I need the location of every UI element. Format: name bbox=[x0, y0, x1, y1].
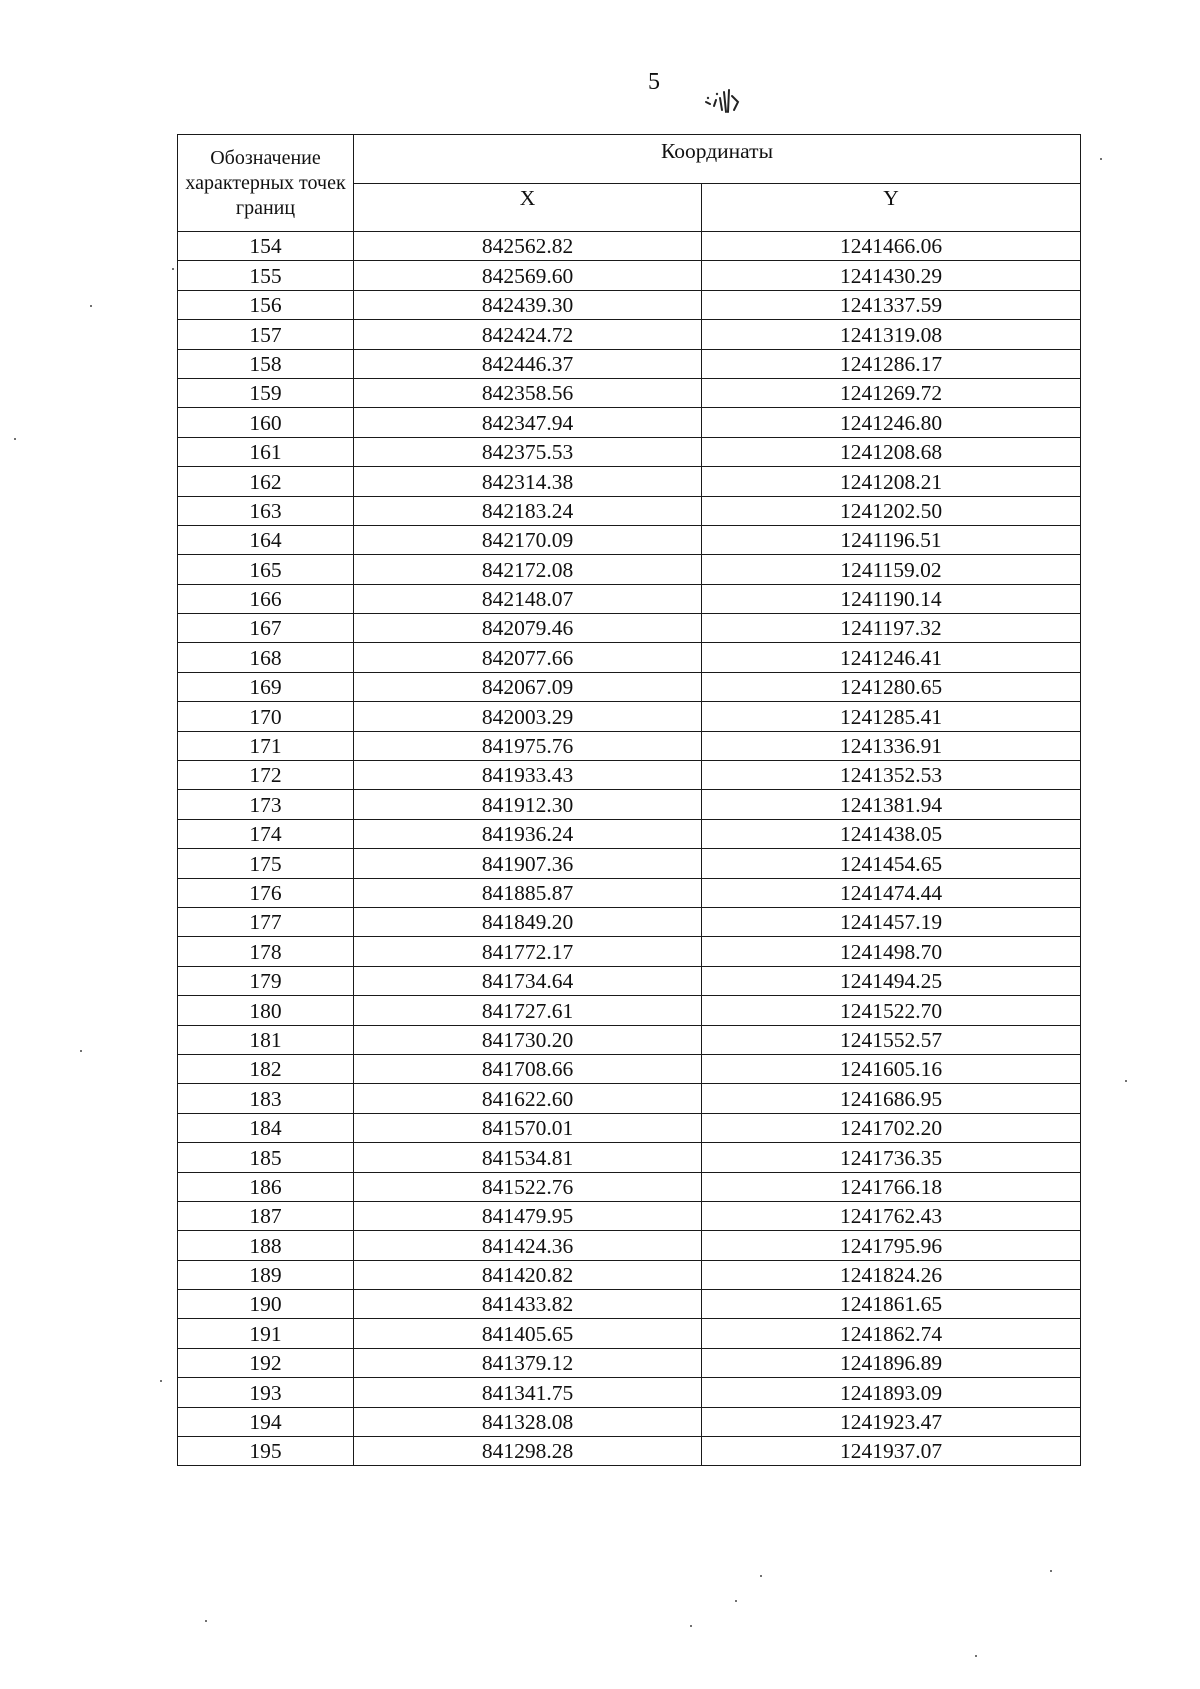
point-cell: 157 bbox=[178, 320, 354, 349]
header-x: X bbox=[354, 184, 702, 232]
point-cell: 180 bbox=[178, 996, 354, 1025]
x-cell: 842439.30 bbox=[354, 290, 702, 319]
x-cell: 842079.46 bbox=[354, 614, 702, 643]
scan-speck bbox=[735, 1600, 737, 1602]
table-row bbox=[178, 1201, 1081, 1230]
table-row bbox=[178, 702, 1081, 731]
point-cell: 192 bbox=[178, 1348, 354, 1377]
point-cell: 173 bbox=[178, 790, 354, 819]
point-cell: 165 bbox=[178, 555, 354, 584]
table-row bbox=[178, 907, 1081, 936]
y-cell: 1241686.95 bbox=[702, 1084, 1081, 1113]
x-cell: 841328.08 bbox=[354, 1407, 702, 1436]
coordinates-table bbox=[177, 134, 1081, 1466]
y-cell: 1241438.05 bbox=[702, 819, 1081, 848]
x-cell: 841727.61 bbox=[354, 996, 702, 1025]
y-cell: 1241762.43 bbox=[702, 1201, 1081, 1230]
x-cell: 842446.37 bbox=[354, 349, 702, 378]
table-row bbox=[178, 731, 1081, 760]
x-cell: 842077.66 bbox=[354, 643, 702, 672]
y-cell: 1241381.94 bbox=[702, 790, 1081, 819]
table-row bbox=[178, 1348, 1081, 1377]
y-cell: 1241190.14 bbox=[702, 584, 1081, 613]
scan-speck bbox=[760, 1575, 762, 1577]
header-designation: Обозначение характерных точек границ bbox=[178, 135, 354, 232]
x-cell: 841885.87 bbox=[354, 878, 702, 907]
point-cell: 182 bbox=[178, 1054, 354, 1083]
x-cell: 841849.20 bbox=[354, 907, 702, 936]
y-cell: 1241605.16 bbox=[702, 1054, 1081, 1083]
point-cell: 191 bbox=[178, 1319, 354, 1348]
x-cell: 841479.95 bbox=[354, 1201, 702, 1230]
x-cell: 841907.36 bbox=[354, 849, 702, 878]
x-cell: 841912.30 bbox=[354, 790, 702, 819]
table-row bbox=[178, 584, 1081, 613]
x-cell: 842562.82 bbox=[354, 232, 702, 261]
table-header-row bbox=[178, 135, 1081, 184]
table-row bbox=[178, 1113, 1081, 1142]
x-cell: 841379.12 bbox=[354, 1348, 702, 1377]
y-cell: 1241202.50 bbox=[702, 496, 1081, 525]
point-cell: 167 bbox=[178, 614, 354, 643]
x-cell: 842148.07 bbox=[354, 584, 702, 613]
handwritten-mark-icon bbox=[702, 82, 754, 118]
x-cell: 841730.20 bbox=[354, 1025, 702, 1054]
table-row bbox=[178, 937, 1081, 966]
y-cell: 1241474.44 bbox=[702, 878, 1081, 907]
header-coordinates: Координаты bbox=[354, 135, 1081, 184]
scan-speck bbox=[14, 438, 16, 440]
y-cell: 1241208.68 bbox=[702, 437, 1081, 466]
x-cell: 841734.64 bbox=[354, 966, 702, 995]
table-row bbox=[178, 761, 1081, 790]
header-y: Y bbox=[702, 184, 1081, 232]
table-row bbox=[178, 1172, 1081, 1201]
point-cell: 194 bbox=[178, 1407, 354, 1436]
y-cell: 1241457.19 bbox=[702, 907, 1081, 936]
point-cell: 183 bbox=[178, 1084, 354, 1113]
point-cell: 159 bbox=[178, 378, 354, 407]
point-cell: 189 bbox=[178, 1260, 354, 1289]
point-cell: 156 bbox=[178, 290, 354, 319]
scan-speck bbox=[1050, 1570, 1052, 1572]
point-cell: 160 bbox=[178, 408, 354, 437]
y-cell: 1241159.02 bbox=[702, 555, 1081, 584]
scan-speck bbox=[172, 268, 174, 270]
point-cell: 186 bbox=[178, 1172, 354, 1201]
x-cell: 841933.43 bbox=[354, 761, 702, 790]
table-row bbox=[178, 261, 1081, 290]
table-row bbox=[178, 290, 1081, 319]
y-cell: 1241352.53 bbox=[702, 761, 1081, 790]
page-number: 5 bbox=[648, 69, 660, 95]
x-cell: 841405.65 bbox=[354, 1319, 702, 1348]
table-row bbox=[178, 525, 1081, 554]
y-cell: 1241196.51 bbox=[702, 525, 1081, 554]
y-cell: 1241498.70 bbox=[702, 937, 1081, 966]
point-cell: 178 bbox=[178, 937, 354, 966]
y-cell: 1241466.06 bbox=[702, 232, 1081, 261]
table-row bbox=[178, 1290, 1081, 1319]
table-row bbox=[178, 1231, 1081, 1260]
scan-speck bbox=[205, 1620, 207, 1622]
point-cell: 174 bbox=[178, 819, 354, 848]
y-cell: 1241861.65 bbox=[702, 1290, 1081, 1319]
table-row bbox=[178, 1054, 1081, 1083]
table-row bbox=[178, 790, 1081, 819]
y-cell: 1241246.41 bbox=[702, 643, 1081, 672]
x-cell: 842067.09 bbox=[354, 672, 702, 701]
y-cell: 1241522.70 bbox=[702, 996, 1081, 1025]
x-cell: 842172.08 bbox=[354, 555, 702, 584]
x-cell: 841534.81 bbox=[354, 1143, 702, 1172]
y-cell: 1241896.89 bbox=[702, 1348, 1081, 1377]
point-cell: 154 bbox=[178, 232, 354, 261]
x-cell: 841298.28 bbox=[354, 1437, 702, 1466]
point-cell: 179 bbox=[178, 966, 354, 995]
x-cell: 841522.76 bbox=[354, 1172, 702, 1201]
y-cell: 1241862.74 bbox=[702, 1319, 1081, 1348]
table-row bbox=[178, 878, 1081, 907]
table-row bbox=[178, 437, 1081, 466]
point-cell: 168 bbox=[178, 643, 354, 672]
point-cell: 175 bbox=[178, 849, 354, 878]
x-cell: 841708.66 bbox=[354, 1054, 702, 1083]
point-cell: 184 bbox=[178, 1113, 354, 1142]
x-cell: 842375.53 bbox=[354, 437, 702, 466]
y-cell: 1241319.08 bbox=[702, 320, 1081, 349]
x-cell: 842170.09 bbox=[354, 525, 702, 554]
table-row bbox=[178, 1378, 1081, 1407]
point-cell: 188 bbox=[178, 1231, 354, 1260]
point-cell: 187 bbox=[178, 1201, 354, 1230]
table-body bbox=[178, 232, 1081, 1466]
point-cell: 170 bbox=[178, 702, 354, 731]
point-cell: 193 bbox=[178, 1378, 354, 1407]
table-row bbox=[178, 614, 1081, 643]
scan-speck bbox=[90, 305, 92, 307]
point-cell: 177 bbox=[178, 907, 354, 936]
point-cell: 161 bbox=[178, 437, 354, 466]
table-row bbox=[178, 1319, 1081, 1348]
x-cell: 841341.75 bbox=[354, 1378, 702, 1407]
point-cell: 155 bbox=[178, 261, 354, 290]
x-cell: 841622.60 bbox=[354, 1084, 702, 1113]
y-cell: 1241336.91 bbox=[702, 731, 1081, 760]
x-cell: 842358.56 bbox=[354, 378, 702, 407]
table-row bbox=[178, 1084, 1081, 1113]
y-cell: 1241937.07 bbox=[702, 1437, 1081, 1466]
table-row bbox=[178, 232, 1081, 261]
table-row bbox=[178, 1025, 1081, 1054]
y-cell: 1241197.32 bbox=[702, 614, 1081, 643]
y-cell: 1241285.41 bbox=[702, 702, 1081, 731]
scan-speck bbox=[160, 1380, 162, 1382]
y-cell: 1241923.47 bbox=[702, 1407, 1081, 1436]
y-cell: 1241286.17 bbox=[702, 349, 1081, 378]
point-cell: 166 bbox=[178, 584, 354, 613]
table-row bbox=[178, 819, 1081, 848]
x-cell: 842003.29 bbox=[354, 702, 702, 731]
table-row bbox=[178, 378, 1081, 407]
x-cell: 841975.76 bbox=[354, 731, 702, 760]
point-cell: 164 bbox=[178, 525, 354, 554]
y-cell: 1241766.18 bbox=[702, 1172, 1081, 1201]
x-cell: 841570.01 bbox=[354, 1113, 702, 1142]
table-row bbox=[178, 1143, 1081, 1172]
scan-speck bbox=[690, 1625, 692, 1627]
scan-speck bbox=[80, 1050, 82, 1052]
point-cell: 185 bbox=[178, 1143, 354, 1172]
point-cell: 158 bbox=[178, 349, 354, 378]
table-row bbox=[178, 467, 1081, 496]
table-row bbox=[178, 320, 1081, 349]
table-row bbox=[178, 966, 1081, 995]
x-cell: 841424.36 bbox=[354, 1231, 702, 1260]
y-cell: 1241454.65 bbox=[702, 849, 1081, 878]
table-row bbox=[178, 1407, 1081, 1436]
y-cell: 1241337.59 bbox=[702, 290, 1081, 319]
y-cell: 1241494.25 bbox=[702, 966, 1081, 995]
point-cell: 172 bbox=[178, 761, 354, 790]
x-cell: 842347.94 bbox=[354, 408, 702, 437]
point-cell: 190 bbox=[178, 1290, 354, 1319]
table-row bbox=[178, 996, 1081, 1025]
x-cell: 842424.72 bbox=[354, 320, 702, 349]
table-row bbox=[178, 1260, 1081, 1289]
y-cell: 1241824.26 bbox=[702, 1260, 1081, 1289]
point-cell: 162 bbox=[178, 467, 354, 496]
y-cell: 1241280.65 bbox=[702, 672, 1081, 701]
point-cell: 171 bbox=[178, 731, 354, 760]
y-cell: 1241430.29 bbox=[702, 261, 1081, 290]
y-cell: 1241552.57 bbox=[702, 1025, 1081, 1054]
table-row bbox=[178, 849, 1081, 878]
table-row bbox=[178, 672, 1081, 701]
x-cell: 842569.60 bbox=[354, 261, 702, 290]
x-cell: 841936.24 bbox=[354, 819, 702, 848]
point-cell: 169 bbox=[178, 672, 354, 701]
x-cell: 841772.17 bbox=[354, 937, 702, 966]
y-cell: 1241795.96 bbox=[702, 1231, 1081, 1260]
table-row bbox=[178, 555, 1081, 584]
y-cell: 1241208.21 bbox=[702, 467, 1081, 496]
point-cell: 195 bbox=[178, 1437, 354, 1466]
scan-speck bbox=[975, 1655, 977, 1657]
y-cell: 1241702.20 bbox=[702, 1113, 1081, 1142]
y-cell: 1241893.09 bbox=[702, 1378, 1081, 1407]
point-cell: 163 bbox=[178, 496, 354, 525]
table-row bbox=[178, 349, 1081, 378]
scan-speck bbox=[1125, 1080, 1127, 1082]
y-cell: 1241736.35 bbox=[702, 1143, 1081, 1172]
x-cell: 841420.82 bbox=[354, 1260, 702, 1289]
y-cell: 1241269.72 bbox=[702, 378, 1081, 407]
table-row bbox=[178, 643, 1081, 672]
point-cell: 181 bbox=[178, 1025, 354, 1054]
table-row bbox=[178, 496, 1081, 525]
point-cell: 176 bbox=[178, 878, 354, 907]
table-row bbox=[178, 1437, 1081, 1466]
y-cell: 1241246.80 bbox=[702, 408, 1081, 437]
scan-speck bbox=[1100, 158, 1102, 160]
x-cell: 842314.38 bbox=[354, 467, 702, 496]
x-cell: 842183.24 bbox=[354, 496, 702, 525]
table-row bbox=[178, 408, 1081, 437]
x-cell: 841433.82 bbox=[354, 1290, 702, 1319]
